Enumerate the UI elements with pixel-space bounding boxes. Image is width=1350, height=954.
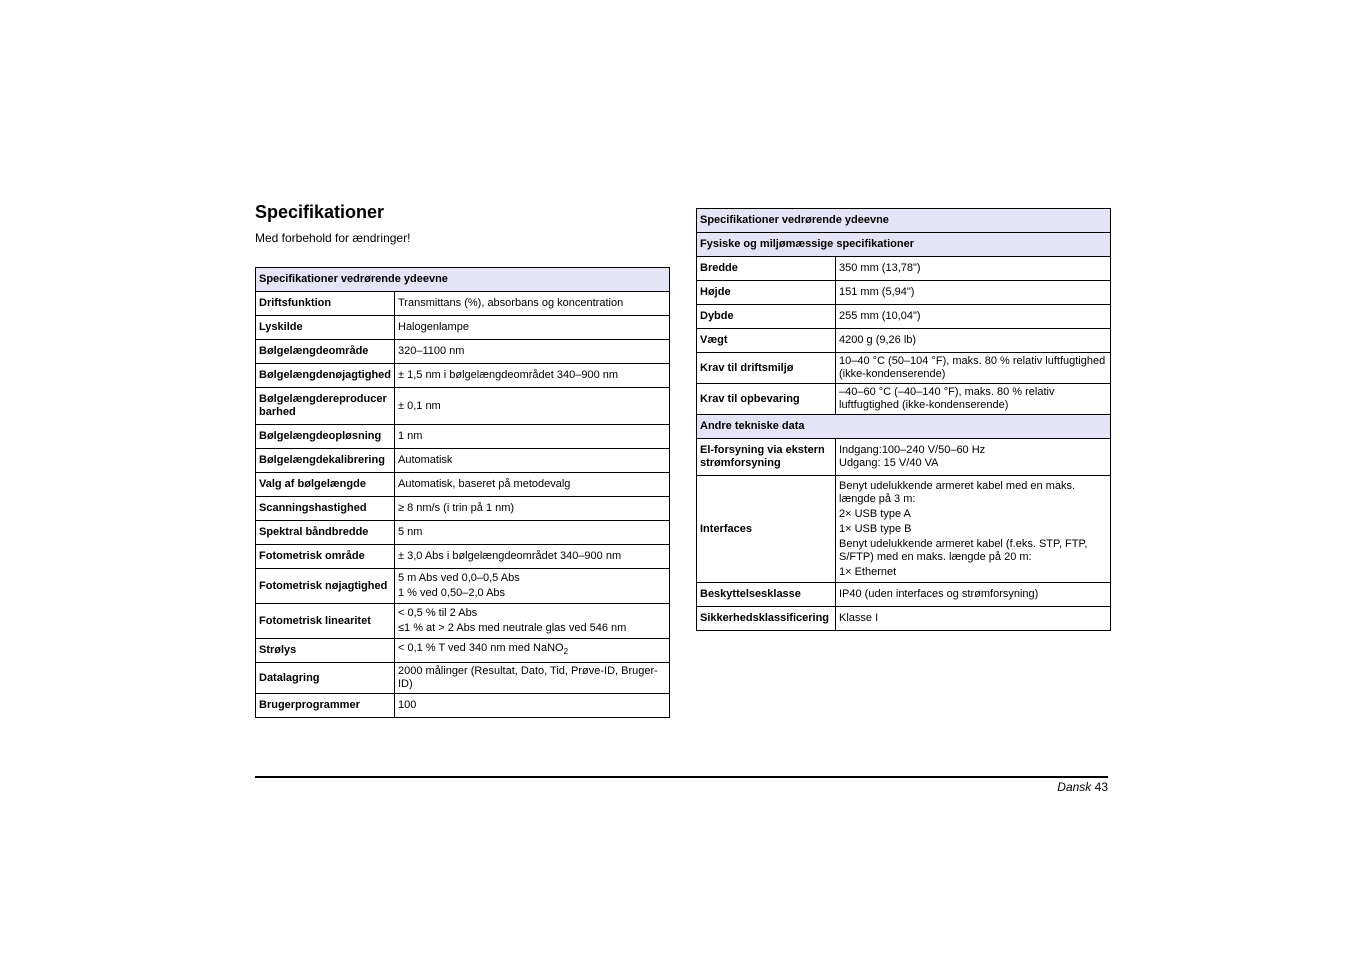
row-value: ± 0,1 nm xyxy=(395,388,670,425)
row-value-line: ≤1 % at > 2 Abs med neutrale glas ved 546 nm xyxy=(398,622,627,634)
table-row xyxy=(697,384,1111,415)
page-title: Specifikationer xyxy=(255,202,385,222)
row-value-line: < 0,5 % til 2 Abs xyxy=(398,607,478,619)
row-label: Interfaces xyxy=(697,476,836,583)
table-row xyxy=(256,694,670,718)
row-value xyxy=(836,439,1111,476)
row-value: IP40 (uden interfaces og strømforsyning) xyxy=(836,583,1111,607)
table-row xyxy=(256,663,670,694)
table-row xyxy=(256,292,670,316)
performance-spec-table xyxy=(255,267,670,718)
row-label: Lyskilde xyxy=(256,316,395,340)
row-value xyxy=(395,604,670,639)
row-label: Bølgelængdereproducerbarhed xyxy=(256,388,395,425)
row-label: Fotometrisk linearitet xyxy=(256,604,395,639)
row-label: Driftsfunktion xyxy=(256,292,395,316)
row-value: 4200 g (9,26 lb) xyxy=(836,329,1111,353)
row-label: Sikkerhedsklassificering xyxy=(697,607,836,631)
row-value-line: Benyt udelukkende armeret kabel (f.eks. STP, FTP, S/FTP) med en maks. længde på 20 m: xyxy=(839,537,1088,563)
row-label: Spektral båndbredde xyxy=(256,521,395,545)
table-row xyxy=(256,364,670,388)
table-row xyxy=(256,388,670,425)
table-row xyxy=(256,316,670,340)
row-label: Brugerprogrammer xyxy=(256,694,395,718)
page-number: 43 xyxy=(1094,780,1108,794)
table-row xyxy=(256,449,670,473)
table-row xyxy=(697,329,1111,353)
table-row xyxy=(256,340,670,364)
row-value: 10–40 °C (50–104 °F), maks. 80 % relativ luftfugtighed (ikke-kondenserende) xyxy=(836,353,1111,384)
row-label: Fotometrisk nøjagtighed xyxy=(256,569,395,604)
row-value-line: Indgang:100–240 V/50–60 Hz xyxy=(839,444,986,456)
table-row xyxy=(256,569,670,604)
table-row xyxy=(697,353,1111,384)
row-label: Højde xyxy=(697,281,836,305)
row-value: 1 nm xyxy=(395,425,670,449)
table-row xyxy=(256,639,670,663)
row-label: Bølgelængdekalibrering xyxy=(256,449,395,473)
row-value: Halogenlampe xyxy=(395,316,670,340)
row-label: Bølgelængdenøjagtighed xyxy=(256,364,395,388)
table-row xyxy=(697,607,1111,631)
row-label: Dybde xyxy=(697,305,836,329)
page-subtitle: Med forbehold for ændringer! xyxy=(255,231,411,245)
row-label: Vægt xyxy=(697,329,836,353)
row-value: Transmittans (%), absorbans og koncentration xyxy=(395,292,670,316)
row-value: ± 1,5 nm i bølgelængdeområdet 340–900 nm xyxy=(395,364,670,388)
row-value: Automatisk, baseret på metodevalg xyxy=(395,473,670,497)
table-row xyxy=(697,583,1111,607)
section-header: Fysiske og miljømæssige specifikationer xyxy=(697,233,1111,257)
footer-language: Dansk xyxy=(1057,780,1092,794)
section-header-row xyxy=(697,415,1111,439)
row-value: 320–1100 nm xyxy=(395,340,670,364)
table-row xyxy=(697,281,1111,305)
table-row xyxy=(256,425,670,449)
row-label: Bølgelængdeopløsning xyxy=(256,425,395,449)
row-label: Scanningshastighed xyxy=(256,497,395,521)
row-label: Krav til driftsmiljø xyxy=(697,353,836,384)
row-label: Bredde xyxy=(697,257,836,281)
row-value-line: 2× USB type A xyxy=(839,507,911,520)
row-value-line: 1 % ved 0,50–2,0 Abs xyxy=(398,587,506,599)
row-value-line: Udgang: 15 V/40 VA xyxy=(839,457,939,469)
table-row xyxy=(697,305,1111,329)
table-row xyxy=(256,497,670,521)
row-value: –40–60 °C (–40–140 °F), maks. 80 % relativ luftfugtighed (ikke-kondenserende) xyxy=(836,384,1111,415)
row-value: 151 mm (5,94") xyxy=(836,281,1111,305)
table-row xyxy=(697,439,1111,476)
row-value: 2000 målinger (Resultat, Dato, Tid, Prøve-ID, Bruger-ID) xyxy=(395,663,670,694)
row-value: ± 3,0 Abs i bølgelængdeområdet 340–900 nm xyxy=(395,545,670,569)
row-value: ≥ 8 nm/s (i trin på 1 nm) xyxy=(395,497,670,521)
row-value xyxy=(836,476,1111,583)
row-value: Klasse I xyxy=(836,607,1111,631)
row-value-line: 1× Ethernet xyxy=(839,565,897,578)
table-header-row xyxy=(256,268,670,292)
row-value xyxy=(395,569,670,604)
table-row xyxy=(256,473,670,497)
row-label: El-forsyning via ekstern strømforsyning xyxy=(697,439,836,476)
table-row xyxy=(256,604,670,639)
section-header-row xyxy=(697,233,1111,257)
row-label: Strølys xyxy=(256,639,395,663)
row-value: 100 xyxy=(395,694,670,718)
row-value: 350 mm (13,78") xyxy=(836,257,1111,281)
page-footer xyxy=(1057,780,1108,794)
physical-spec-table xyxy=(696,208,1111,631)
row-value: 5 nm xyxy=(395,521,670,545)
row-label: Krav til opbevaring xyxy=(697,384,836,415)
row-value: 255 mm (10,04") xyxy=(836,305,1111,329)
stray-light-value: < 0,1 % T ved 340 nm med NaNO xyxy=(398,642,564,655)
row-value: Automatisk xyxy=(395,449,670,473)
table-header-row xyxy=(697,209,1111,233)
table-row xyxy=(697,476,1111,583)
table-row xyxy=(256,545,670,569)
table-row xyxy=(256,521,670,545)
row-value xyxy=(395,639,670,663)
table-row xyxy=(697,257,1111,281)
footer-divider xyxy=(255,776,1108,778)
row-label: Bølgelængdeområde xyxy=(256,340,395,364)
row-label: Beskyttelsesklasse xyxy=(697,583,836,607)
row-label: Fotometrisk område xyxy=(256,545,395,569)
section-header: Andre tekniske data xyxy=(697,415,1111,439)
subscript: 2 xyxy=(563,647,569,657)
row-label: Valg af bølgelængde xyxy=(256,473,395,497)
row-value-line: Benyt udelukkende armeret kabel med en maks. længde på 3 m: xyxy=(839,479,1076,505)
table-header: Specifikationer vedrørende ydeevne xyxy=(256,268,670,292)
table-header: Specifikationer vedrørende ydeevne xyxy=(697,209,1111,233)
row-value-line: 5 m Abs ved 0,0–0,5 Abs xyxy=(398,572,520,584)
row-label: Datalagring xyxy=(256,663,395,694)
row-value-line: 1× USB type B xyxy=(839,522,912,535)
